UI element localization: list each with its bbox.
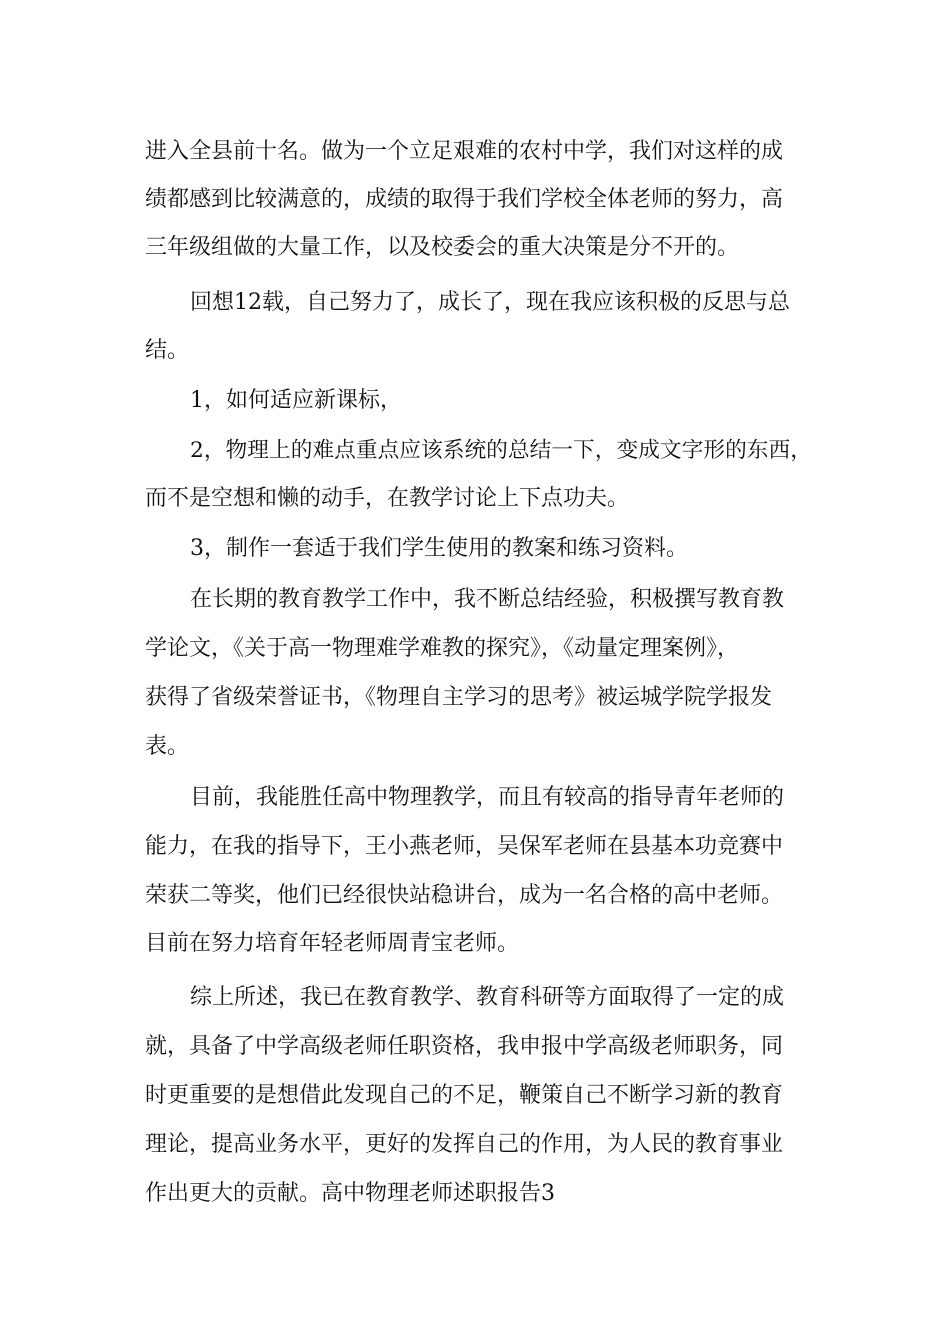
paragraph-line: 回想12载，自己努力了，成长了，现在我应该积极的反思与总 <box>190 290 790 315</box>
paragraph-line: 结。 <box>145 338 190 363</box>
paragraph-line: 在长期的教育教学工作中，我不断总结经验，积极撰写教育教 <box>190 587 785 612</box>
paragraph-line: 学论文，《关于高一物理难学难教的探究》，《动量定理案例》， <box>145 636 740 661</box>
paragraph-line: 作出更大的贡献。高中物理老师述职报告3 <box>145 1181 555 1206</box>
paragraph-line: 而不是空想和懒的动手，在教学讨论上下点功夫。 <box>145 486 630 511</box>
paragraph-line: 目前在努力培育年轻老师周青宝老师。 <box>145 931 520 956</box>
paragraph-line: 获得了省级荣誉证书，《物理自主学习的思考》被运城学院学报发 <box>145 685 773 710</box>
paragraph-line: 时更重要的是想借此发现自己的不足，鞭策自己不断学习新的教育 <box>145 1083 784 1108</box>
paragraph-line: 荣获二等奖，他们已经很快站稳讲台，成为一名合格的高中老师。 <box>145 883 784 908</box>
paragraph-line: 三年级组做的大量工作，以及校委会的重大决策是分不开的。 <box>145 235 740 260</box>
paragraph-line: 绩都感到比较满意的，成绩的取得于我们学校全体老师的努力，高 <box>145 187 784 212</box>
paragraph-line: 1，如何适应新课标， <box>190 388 402 413</box>
paragraph-line: 目前，我能胜任高中物理教学，而且有较高的指导青年老师的 <box>190 785 785 810</box>
paragraph-line: 进入全县前十名。做为一个立足艰难的农村中学，我们对这样的成 <box>145 139 784 164</box>
paragraph-line: 2，物理上的难点重点应该系统的总结一下，变成文字形的东西， <box>190 438 812 463</box>
paragraph-line: 综上所述，我已在教育教学、教育科研等方面取得了一定的成 <box>190 985 785 1010</box>
paragraph-line: 就，具备了中学高级老师任职资格，我申报中学高级老师职务，同 <box>145 1034 784 1059</box>
paragraph-line: 表。 <box>145 734 190 759</box>
paragraph-line: 3，制作一套适于我们学生使用的教案和练习资料。 <box>190 536 688 561</box>
paragraph-line: 理论，提高业务水平，更好的发挥自己的作用，为人民的教育事业 <box>145 1132 784 1157</box>
paragraph-line: 能力，在我的指导下，王小燕老师，吴保军老师在县基本功竞赛中 <box>145 834 784 859</box>
